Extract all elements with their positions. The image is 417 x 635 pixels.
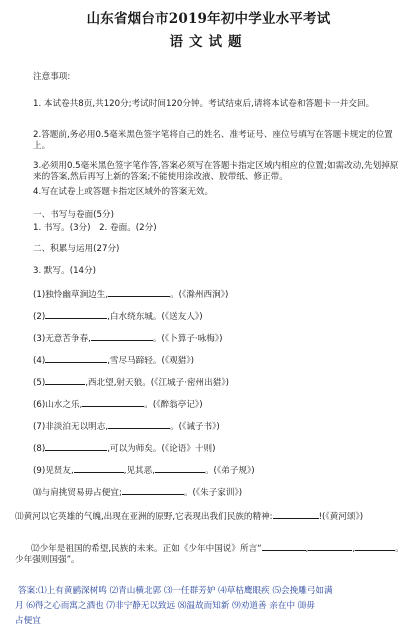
- question-suffix: 。(《弟子规》): [204, 466, 255, 476]
- answer-blank: [308, 542, 352, 551]
- section2-heading: 二、积累与运用(27分): [33, 244, 120, 254]
- answer-line-3: 占便宜: [15, 616, 41, 626]
- blank-question-2: [33, 310, 203, 323]
- question-suffix: 。(《滁州西涧》): [170, 290, 229, 300]
- answer-blank: [82, 398, 144, 407]
- blank-question-9: [33, 464, 255, 477]
- question-number: (7): [33, 422, 46, 432]
- blank-question-3: [33, 332, 222, 345]
- blank-question-10: [33, 486, 242, 499]
- answer-blank: [122, 486, 184, 495]
- blank-question-7: [33, 420, 220, 433]
- question-number: (1): [33, 290, 46, 300]
- question-prefix: 非淡泊无以明志,: [45, 422, 109, 432]
- exam-title: 山东省烟台市2019年初中学业水平考试: [86, 11, 331, 27]
- blank-question-12: ⑿少年是祖国的希望,民族的未来。正如《少年中国说》所言“ , , 。少年强则国强”。: [15, 544, 404, 565]
- answer-blank: [45, 310, 107, 319]
- notes-heading: 注意事项:: [33, 72, 71, 82]
- answer-blank: [273, 510, 319, 519]
- question-suffix: 。少年强则国强”。: [15, 544, 404, 565]
- question-prefix: 见贤友,: [45, 466, 74, 476]
- note-item-4: 4.写在试卷上或答题卡指定区域外的答案无效。: [33, 187, 214, 197]
- question-suffix: 。(《醉翁亭记》): [144, 400, 203, 410]
- answer-blank: [262, 542, 306, 551]
- note-item-1: 1. 本试卷共8页,共120分;考试时间120分钟。考试结束后,请将本试卷和答题卡一并交回。: [33, 99, 375, 109]
- q3-heading: 3. 默写。(14分): [33, 266, 96, 276]
- question-number: (9): [33, 466, 46, 476]
- question-middle: ,见其恶,: [123, 466, 155, 476]
- section1-heading: 一、书写与卷面(5分): [33, 210, 114, 220]
- answer-line-2: 月 ⑹得之心而寓之酒也 ⑺非宁静无以致远 ⑻温故而知新 ⑼劝道善 亲在中 ⑽毋: [15, 601, 315, 611]
- blank-question-8: [33, 442, 215, 455]
- answer-blank: [45, 354, 107, 363]
- question-suffix: ,西北望,射天狼。(《江城子·密州出猎》): [85, 378, 229, 388]
- answer-blank: [45, 376, 85, 385]
- question-number: (8): [33, 444, 46, 454]
- answer-blank: [155, 464, 205, 473]
- blank-question-5: [33, 376, 229, 389]
- question-prefix: 与肩挑贸易毋占便宜;: [41, 488, 122, 498]
- section1-line: 1. 书写。(3分) 2. 卷面。(2分): [33, 223, 157, 233]
- answer-blank: [108, 288, 170, 297]
- question-number: (2): [33, 312, 46, 322]
- note-item-2: 2.答题前,务必用0.5毫米黑色签字笔将自己的姓名、准考证号、座位号填写在答题卡规定的位置上。: [33, 130, 393, 151]
- blank-question-4: [33, 354, 194, 367]
- question-suffix: 。(《卜算子·咏梅》): [152, 334, 223, 344]
- note-item-3: 3.必须用0.5毫米黑色签字笔作答,答案必须写在答题卡指定区域内相应的位置;如需改动,先划掉原来的答案,然后再写上新的答案;不能使用涂改液、胶带纸、修正带。: [33, 161, 399, 182]
- question-suffix: 。(《朱子家训》): [183, 488, 243, 498]
- answer-blank: [355, 542, 395, 551]
- question-number: (4): [33, 356, 46, 366]
- question-number: (3): [33, 334, 46, 344]
- question-suffix: ,白水绕东城。(《送友人》): [107, 312, 203, 322]
- answer-blank: [45, 442, 107, 451]
- blank-question-1: [33, 288, 228, 301]
- question-suffix: 。(《诫子书》): [170, 422, 220, 432]
- question-suffix: !(《黄河颂》): [318, 512, 364, 522]
- answer-line-1: 答案:⑴上有黄鹂深树鸣 ⑵青山横北郭 ⑶一任群芳妒 ⑷草枯鹰眼疾 ⑸会挽雕弓如满: [18, 586, 333, 596]
- question-number: (5): [33, 378, 46, 388]
- answer-blank: [91, 332, 153, 341]
- question-number: (6): [33, 400, 46, 410]
- question-text: ⑿少年是祖国的希望,民族的未来。正如《少年中国说》所言“: [31, 544, 262, 554]
- answer-blank: [74, 464, 124, 473]
- question-text: ⑾黄河以它英雄的气魄,出现在亚洲的原野,它表现出我们民族的精神:: [15, 512, 273, 522]
- blank-question-11: [15, 510, 363, 523]
- exam-subject: 语文试题: [169, 34, 248, 50]
- question-suffix: ,雪尽马蹄轻。(《观猎》): [107, 356, 194, 366]
- question-prefix: 无意苦争春,: [45, 334, 91, 344]
- blank-question-6: [33, 398, 203, 411]
- question-suffix: ,可以为师矣。(《论语》十则): [107, 444, 216, 454]
- question-prefix: 独怜幽草涧边生,: [45, 290, 109, 300]
- question-prefix: 山水之乐,: [45, 400, 83, 410]
- question-number: ⑽: [33, 488, 42, 498]
- answer-blank: [108, 420, 170, 429]
